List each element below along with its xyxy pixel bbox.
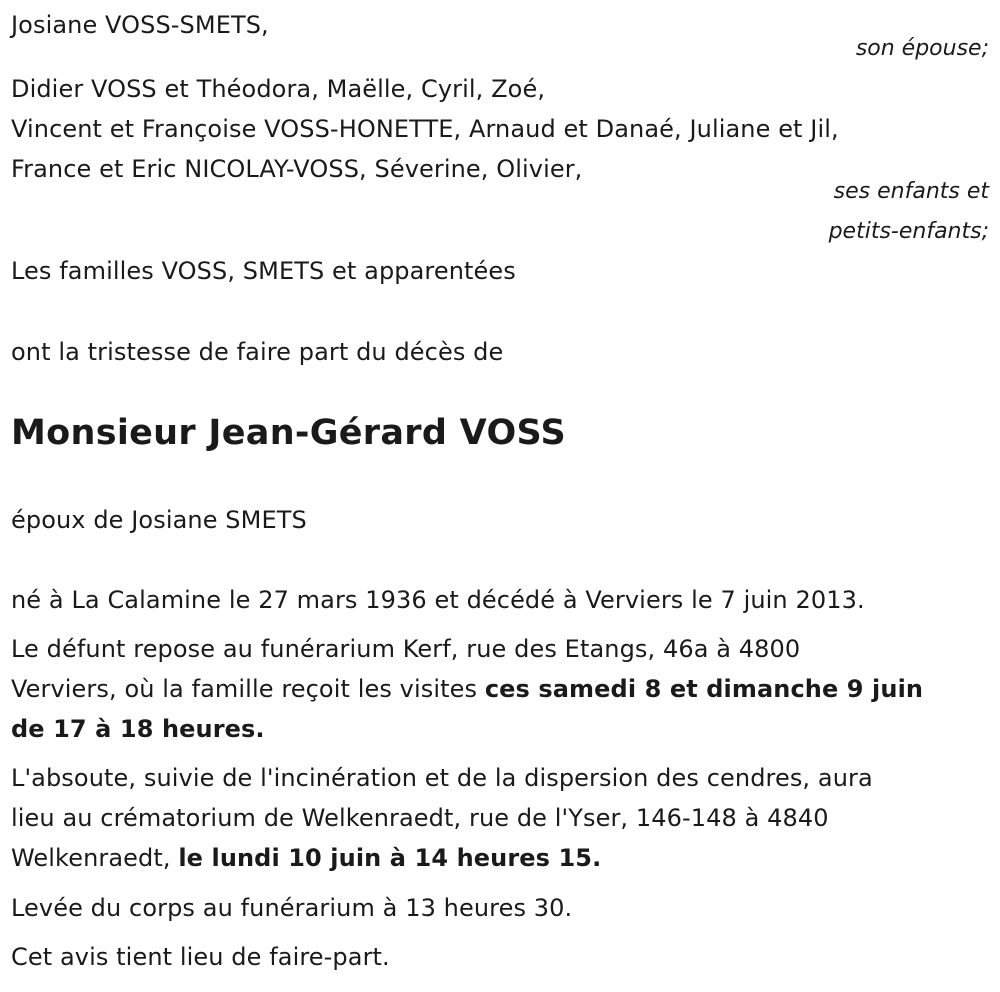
- closing-line: Cet avis tient lieu de faire-part.: [11, 943, 390, 971]
- spouse-name: Josiane VOSS-SMETS,: [11, 11, 269, 39]
- deceased-name: Monsieur Jean-Gérard VOSS: [11, 413, 566, 453]
- spouse-of-line: époux de Josiane SMETS: [11, 506, 307, 534]
- repose-line-1: Le défunt repose au funérarium Kerf, rue des Etangs, 46a à 4800: [11, 635, 801, 663]
- repose-line-2-text: Verviers, où la famille reçoit les visites: [11, 675, 485, 703]
- announcement-line: ont la tristesse de faire part du décès de: [11, 338, 504, 366]
- repose-line-3: [11, 709, 265, 749]
- children-line-2: Vincent et Françoise VOSS-HONETTE, Arnaud et Danaé, Juliane et Jil,: [11, 115, 839, 143]
- visiting-days: ces samedi 8 et dimanche 9 juin: [484, 675, 924, 703]
- children-role-line-2: petits-enfants;: [828, 219, 989, 244]
- repose-line-2: [11, 669, 923, 709]
- birth-death-line: né à La Calamine le 27 mars 1936 et décédé à Verviers le 7 juin 2013.: [11, 586, 865, 614]
- ceremony-date-time: le lundi 10 juin à 14 heures 15.: [178, 844, 602, 872]
- children-line-3: France et Eric NICOLAY-VOSS, Séverine, Olivier,: [11, 155, 583, 183]
- visiting-hours: de 17 à 18 heures.: [11, 715, 265, 743]
- spouse-role: son épouse;: [855, 36, 989, 61]
- families-line: Les familles VOSS, SMETS et apparentées: [11, 257, 516, 285]
- ceremony-line-1: L'absoute, suivie de l'incinération et de la dispersion des cendres, aura: [11, 764, 873, 792]
- levee-line: Levée du corps au funérarium à 13 heures 30.: [11, 894, 573, 922]
- ceremony-line-3: [11, 838, 601, 878]
- ceremony-line-2: lieu au crématorium de Welkenraedt, rue de l'Yser, 146-148 à 4840: [11, 804, 829, 832]
- children-line-1: Didier VOSS et Théodora, Maëlle, Cyril, Zoé,: [11, 75, 546, 103]
- children-role-line-1: ses enfants et: [833, 179, 989, 204]
- ceremony-line-3-text: Welkenraedt,: [11, 844, 179, 872]
